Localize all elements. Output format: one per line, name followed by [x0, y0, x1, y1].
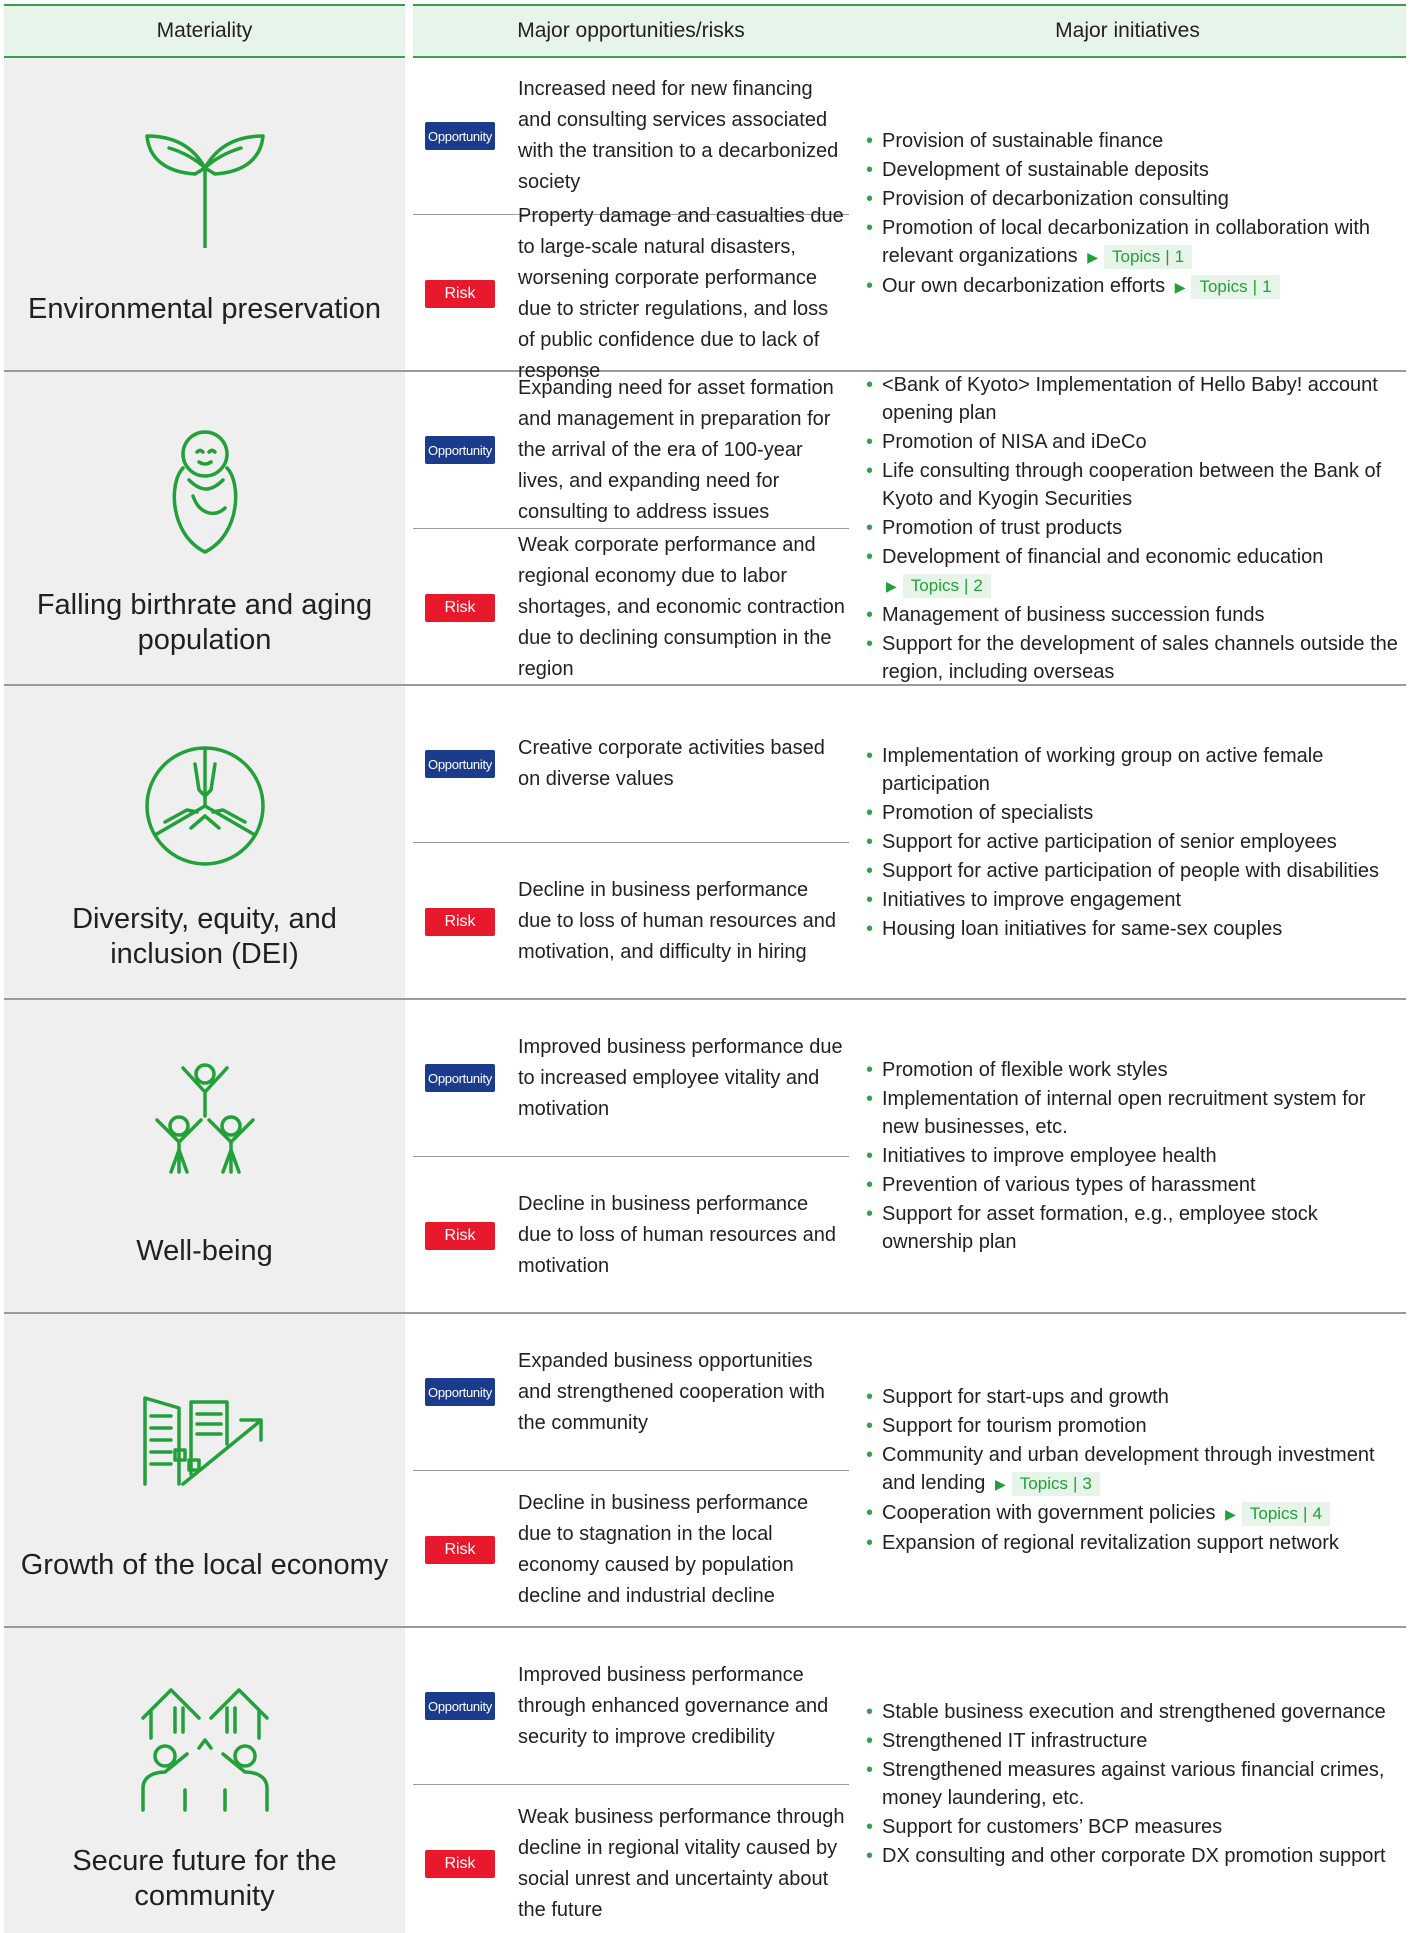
initiative-item: • Housing loan initiatives for same-sex couples [864, 915, 1402, 943]
risk-badge: Risk [425, 908, 495, 936]
materiality-label: Growth of the local economy [20, 1548, 389, 1581]
initiatives-cell [864, 1000, 1402, 1312]
risk-badge: Risk [425, 1536, 495, 1564]
risk-badge: Risk [425, 280, 495, 308]
header-materiality: Materiality [4, 4, 405, 58]
opportunity-text: Improved business performance due to increased employee vitality and motivation [518, 1035, 843, 1120]
materiality-cell [4, 58, 405, 370]
play-arrow-icon: ▶ [1174, 279, 1186, 295]
opportunity-text: Increased need for new financing and consulting services associated with the transition to a decarbonized society [518, 78, 839, 193]
initiative-item: • Strengthened measures against various financial crimes, money laundering, etc. [864, 1756, 1402, 1812]
opportunity-block [413, 686, 849, 843]
opportunity-badge: Opportunity [425, 1692, 495, 1720]
materiality-cell [4, 1628, 405, 1933]
opportunity-block [413, 1000, 849, 1157]
opportunities-risks-cell [413, 686, 849, 998]
materiality-label: Falling birthrate and aging population [36, 589, 373, 656]
initiative-item: • Initiatives to improve engagement [864, 886, 1402, 914]
table-row [4, 1314, 1406, 1628]
initiative-item: • DX consulting and other corporate DX promotion support [864, 1842, 1402, 1870]
initiative-item: • Support for active participation of people with disabilities [864, 857, 1402, 885]
baby-icon [135, 422, 275, 562]
initiative-item: • Support for the development of sales channels outside the region, including overseas [864, 630, 1402, 686]
initiative-item: • Promotion of flexible work styles [864, 1056, 1402, 1084]
initiatives-cell [864, 1628, 1402, 1933]
initiatives-list [864, 741, 1402, 944]
opportunity-text: Improved business performance through enhanced governance and security to improve credibility [518, 1663, 829, 1748]
header-initiatives: Major initiatives [849, 4, 1406, 58]
initiative-item: • Strengthened IT infrastructure [864, 1727, 1402, 1755]
materiality-label: Environmental preservation [27, 292, 381, 325]
initiative-item: • Life consulting through cooperation between the Bank of Kyoto and Kyogin Securities [864, 457, 1402, 513]
initiative-item: • Promotion of local decarbonization in collaboration with relevant organizations ▶ Topics | 1 [864, 214, 1402, 271]
table-row [4, 58, 1406, 382]
initiative-item: • Our own decarbonization efforts ▶ Topics | 1 [864, 272, 1402, 301]
risk-block [413, 1471, 849, 1628]
risk-badge: Risk [425, 594, 495, 622]
initiatives-cell [864, 1314, 1402, 1626]
topic-link[interactable]: ▶ Topics | 3 [995, 1470, 1100, 1498]
initiative-item: • Support for active participation of senior employees [864, 828, 1402, 856]
risk-block [413, 843, 849, 1000]
opportunities-risks-cell [413, 58, 849, 382]
header-opportunities-risks: Major opportunities/risks [413, 4, 849, 58]
initiative-item: • Provision of decarbonization consulting [864, 185, 1402, 213]
initiatives-cell [864, 686, 1402, 998]
initiatives-cell [864, 58, 1402, 370]
initiative-item: • Prevention of various types of harassment [864, 1171, 1402, 1199]
initiative-item: • Implementation of working group on active female participation [864, 742, 1402, 798]
initiative-item: • Stable business execution and strengthened governance [864, 1698, 1402, 1726]
opportunity-text: Expanded business opportunities and strengthened cooperation with the community [518, 1349, 825, 1434]
initiative-item: • Provision of sustainable finance [864, 127, 1402, 155]
initiative-item: • Support for start-ups and growth [864, 1383, 1402, 1411]
initiative-item: • Promotion of specialists [864, 799, 1402, 827]
initiatives-list [864, 1697, 1402, 1871]
opportunity-text: Creative corporate activities based on diverse values [518, 737, 825, 790]
opportunity-text: Expanding need for asset formation and management in preparation for the arrival of the era of 100-year lives, and expanding need for consulting to address issues [518, 376, 834, 523]
initiative-item: • Promotion of NISA and iDeCo [864, 428, 1402, 456]
initiative-item: • Support for tourism promotion [864, 1412, 1402, 1440]
risk-text: Weak business performance through decline in regional vitality caused by social unrest and uncertainty about the future [518, 1805, 845, 1921]
risk-block [413, 1157, 849, 1314]
initiatives-list [864, 126, 1402, 302]
table-row [4, 1628, 1406, 1933]
play-arrow-icon: ▶ [886, 577, 897, 594]
community-houses-icon [135, 1678, 275, 1818]
initiative-item: • Management of business succession funds [864, 601, 1402, 629]
initiative-item: • Support for customers’ BCP measures [864, 1813, 1402, 1841]
initiatives-list [864, 1055, 1402, 1257]
materiality-label: Secure future for the community [72, 1845, 337, 1912]
initiative-item: • Development of sustainable deposits [864, 156, 1402, 184]
topic-link[interactable]: ▶ Topics | 1 [1175, 273, 1280, 301]
initiative-item: • <Bank of Kyoto> Implementation of Hello Baby! account opening plan [864, 371, 1402, 427]
opportunity-badge: Opportunity [425, 1378, 495, 1406]
risk-text: Decline in business performance due to stagnation in the local economy caused by population decline and industrial decline [518, 1491, 809, 1607]
initiative-item: • Support for asset formation, e.g., employee stock ownership plan [864, 1200, 1402, 1256]
table-header [4, 4, 1406, 58]
risk-block [413, 1785, 849, 1933]
risk-badge: Risk [425, 1222, 495, 1250]
initiative-item: • Implementation of internal open recruitment system for new businesses, etc. [864, 1085, 1402, 1141]
table-row [4, 686, 1406, 1000]
sprout-icon [135, 108, 275, 248]
topic-link[interactable]: ▶ Topics | 4 [1225, 1500, 1330, 1528]
opportunities-risks-cell [413, 372, 849, 684]
people-pyramid-icon [135, 1050, 275, 1190]
initiatives-list [864, 1382, 1402, 1558]
opportunity-badge: Opportunity [425, 750, 495, 778]
opportunities-risks-cell [413, 1628, 849, 1933]
initiative-item: • Expansion of regional revitalization support network [864, 1529, 1402, 1557]
opportunity-badge: Opportunity [425, 436, 495, 464]
materiality-label: Well-being [136, 1234, 273, 1267]
topic-link[interactable]: ▶ Topics | 2 [886, 572, 991, 600]
opportunities-risks-cell [413, 1314, 849, 1626]
opportunity-badge: Opportunity [425, 122, 495, 150]
opportunities-risks-cell [413, 1000, 849, 1312]
opportunity-block [413, 372, 849, 529]
materiality-cell [4, 1314, 405, 1626]
opportunity-badge: Opportunity [425, 1064, 495, 1092]
initiative-item: • Cooperation with government policies ▶ Topics | 4 [864, 1499, 1402, 1528]
opportunity-block [413, 58, 849, 215]
risk-block [413, 529, 849, 686]
play-arrow-icon: ▶ [1087, 249, 1099, 265]
topic-link[interactable]: ▶ Topics | 1 [1087, 243, 1192, 271]
materiality-cell [4, 686, 405, 998]
initiative-item: • Promotion of trust products [864, 514, 1402, 542]
initiatives-cell [864, 372, 1402, 684]
risk-block [413, 204, 849, 382]
materiality-label: Diversity, equity, and inclusion (DEI) [72, 903, 337, 970]
table-row [4, 372, 1406, 686]
city-growth-icon [135, 1364, 275, 1504]
play-arrow-icon: ▶ [995, 1476, 1006, 1492]
play-arrow-icon: ▶ [1225, 1506, 1236, 1522]
materiality-cell [4, 1000, 405, 1312]
risk-text: Weak corporate performance and regional economy due to labor shortages, and economic contraction due to declining consumption in the region [518, 534, 845, 680]
opportunity-block [413, 1314, 849, 1471]
risk-text: Decline in business performance due to loss of human resources and motivation, and difficulty in hiring [518, 879, 836, 963]
initiative-item: • Community and urban development through investment and lending ▶ Topics | 3 [864, 1441, 1402, 1498]
initiative-item: • Initiatives to improve employee health [864, 1142, 1402, 1170]
risk-text: Decline in business performance due to loss of human resources and motivation [518, 1193, 836, 1277]
risk-text: Property damage and casualties due to large-scale natural disasters, worsening corporate performance due to stricter regulations, and loss of public confidence due to lack of response [518, 204, 844, 382]
hands-circle-icon [135, 736, 275, 876]
initiatives-list [864, 370, 1402, 687]
risk-badge: Risk [425, 1850, 495, 1878]
table-row [4, 1000, 1406, 1314]
initiative-item: • Development of financial and economic education ▶ Topics | 2 [864, 543, 1402, 600]
materiality-cell [4, 372, 405, 684]
opportunity-block [413, 1628, 849, 1785]
